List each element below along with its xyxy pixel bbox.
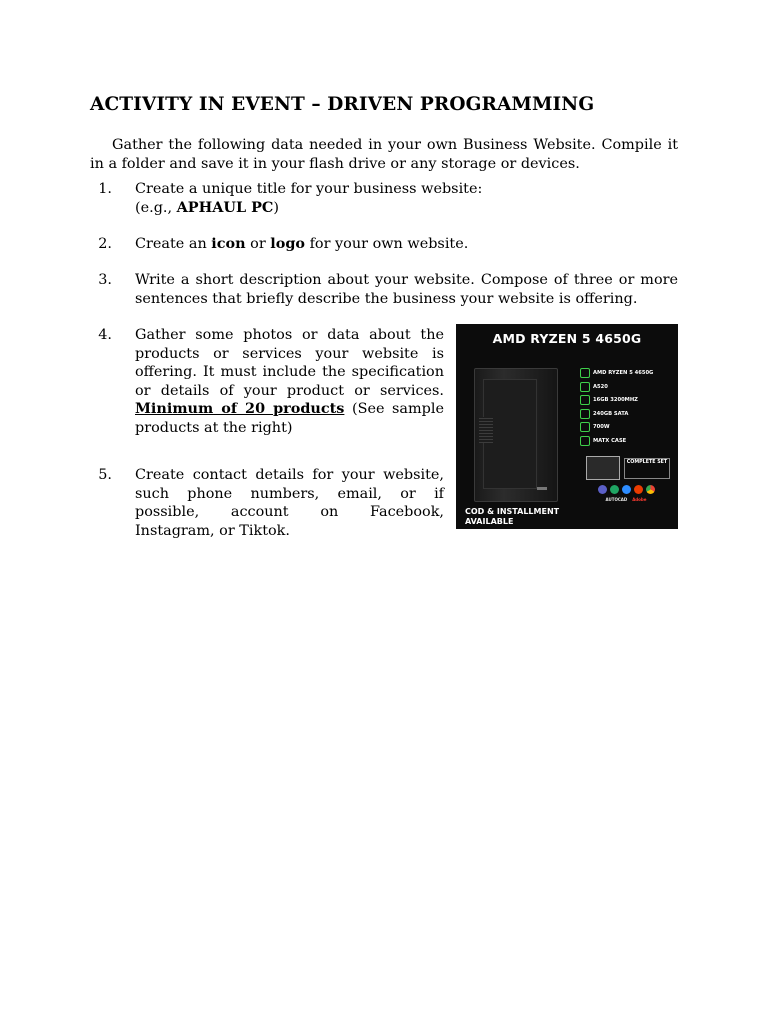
meet-icon bbox=[610, 485, 619, 494]
item-1-line1: Create a unique title for your business website: bbox=[135, 181, 483, 197]
minimum-products-emphasis: Minimum of 20 products bbox=[135, 400, 345, 417]
autocad-logo: AUTOCAD bbox=[605, 497, 628, 502]
ram-icon bbox=[580, 395, 590, 405]
item-5-text: Create contact details for your website, such phone numbers, email, or if possible, account on Facebook, Instagram, or Tiktok. bbox=[135, 467, 444, 539]
spec-item: MATX CASE bbox=[580, 436, 676, 450]
adobe-logo: Adobe bbox=[632, 497, 647, 502]
spec-item: 16GB 3200MHZ bbox=[580, 395, 676, 409]
zoom-icon bbox=[622, 485, 631, 494]
item-3-text: Write a short description about your website. Compose of three or more sentences that briefly describe the business your website is offering. bbox=[135, 272, 678, 307]
storage-icon bbox=[580, 409, 590, 419]
item-2-text: Create an icon or logo for your own website. bbox=[135, 235, 469, 252]
item-number: 3. bbox=[98, 272, 112, 288]
motherboard-icon bbox=[580, 382, 590, 392]
office-icon bbox=[634, 485, 643, 494]
chrome-icon bbox=[646, 485, 655, 494]
intro-text: Gather the following data needed in your own Business Website. Compile it in a folder and save it in your flash drive or any storage or devices. bbox=[90, 137, 678, 172]
item-number: 4. bbox=[98, 327, 112, 343]
spec-item: AMD RYZEN 5 4650G bbox=[580, 368, 676, 382]
item-number: 2. bbox=[98, 236, 112, 252]
spec-list bbox=[580, 368, 676, 449]
teams-icon bbox=[598, 485, 607, 494]
product-title: AMD RYZEN 5 4650G bbox=[492, 331, 642, 346]
pc-case-illustration bbox=[474, 368, 558, 502]
software-logos bbox=[586, 485, 666, 502]
logo-keyword: logo bbox=[270, 235, 306, 252]
intro-paragraph bbox=[90, 136, 678, 173]
item-4-text: Gather some photos or data about the products or services your website is offering. It must include the specification or details of your product or services. Minimum of 20 products (See sample products at the right) bbox=[135, 327, 444, 436]
example-title: APHAUL PC bbox=[176, 198, 274, 216]
cpu-icon bbox=[580, 368, 590, 378]
item-number: 1. bbox=[98, 181, 112, 197]
complete-set-box bbox=[580, 456, 668, 480]
case-icon bbox=[580, 436, 590, 446]
spec-item: 700W bbox=[580, 422, 676, 436]
complete-set-label: COMPLETE SET bbox=[624, 458, 670, 479]
page-title: ACTIVITY IN EVENT – DRIVEN PROGRAMMING bbox=[90, 94, 595, 115]
power-supply-icon bbox=[580, 422, 590, 432]
spec-item: 240GB SATA bbox=[580, 409, 676, 423]
spec-item: A520 bbox=[580, 382, 676, 396]
item-1-line2: (e.g., APHAUL PC) bbox=[135, 198, 279, 216]
sample-product-image bbox=[456, 324, 678, 529]
cod-installment-badge: COD & INSTALLMENT AVAILABLE bbox=[465, 507, 560, 526]
monitor-icon bbox=[586, 456, 620, 480]
icon-keyword: icon bbox=[211, 235, 246, 252]
item-number: 5. bbox=[98, 467, 112, 483]
